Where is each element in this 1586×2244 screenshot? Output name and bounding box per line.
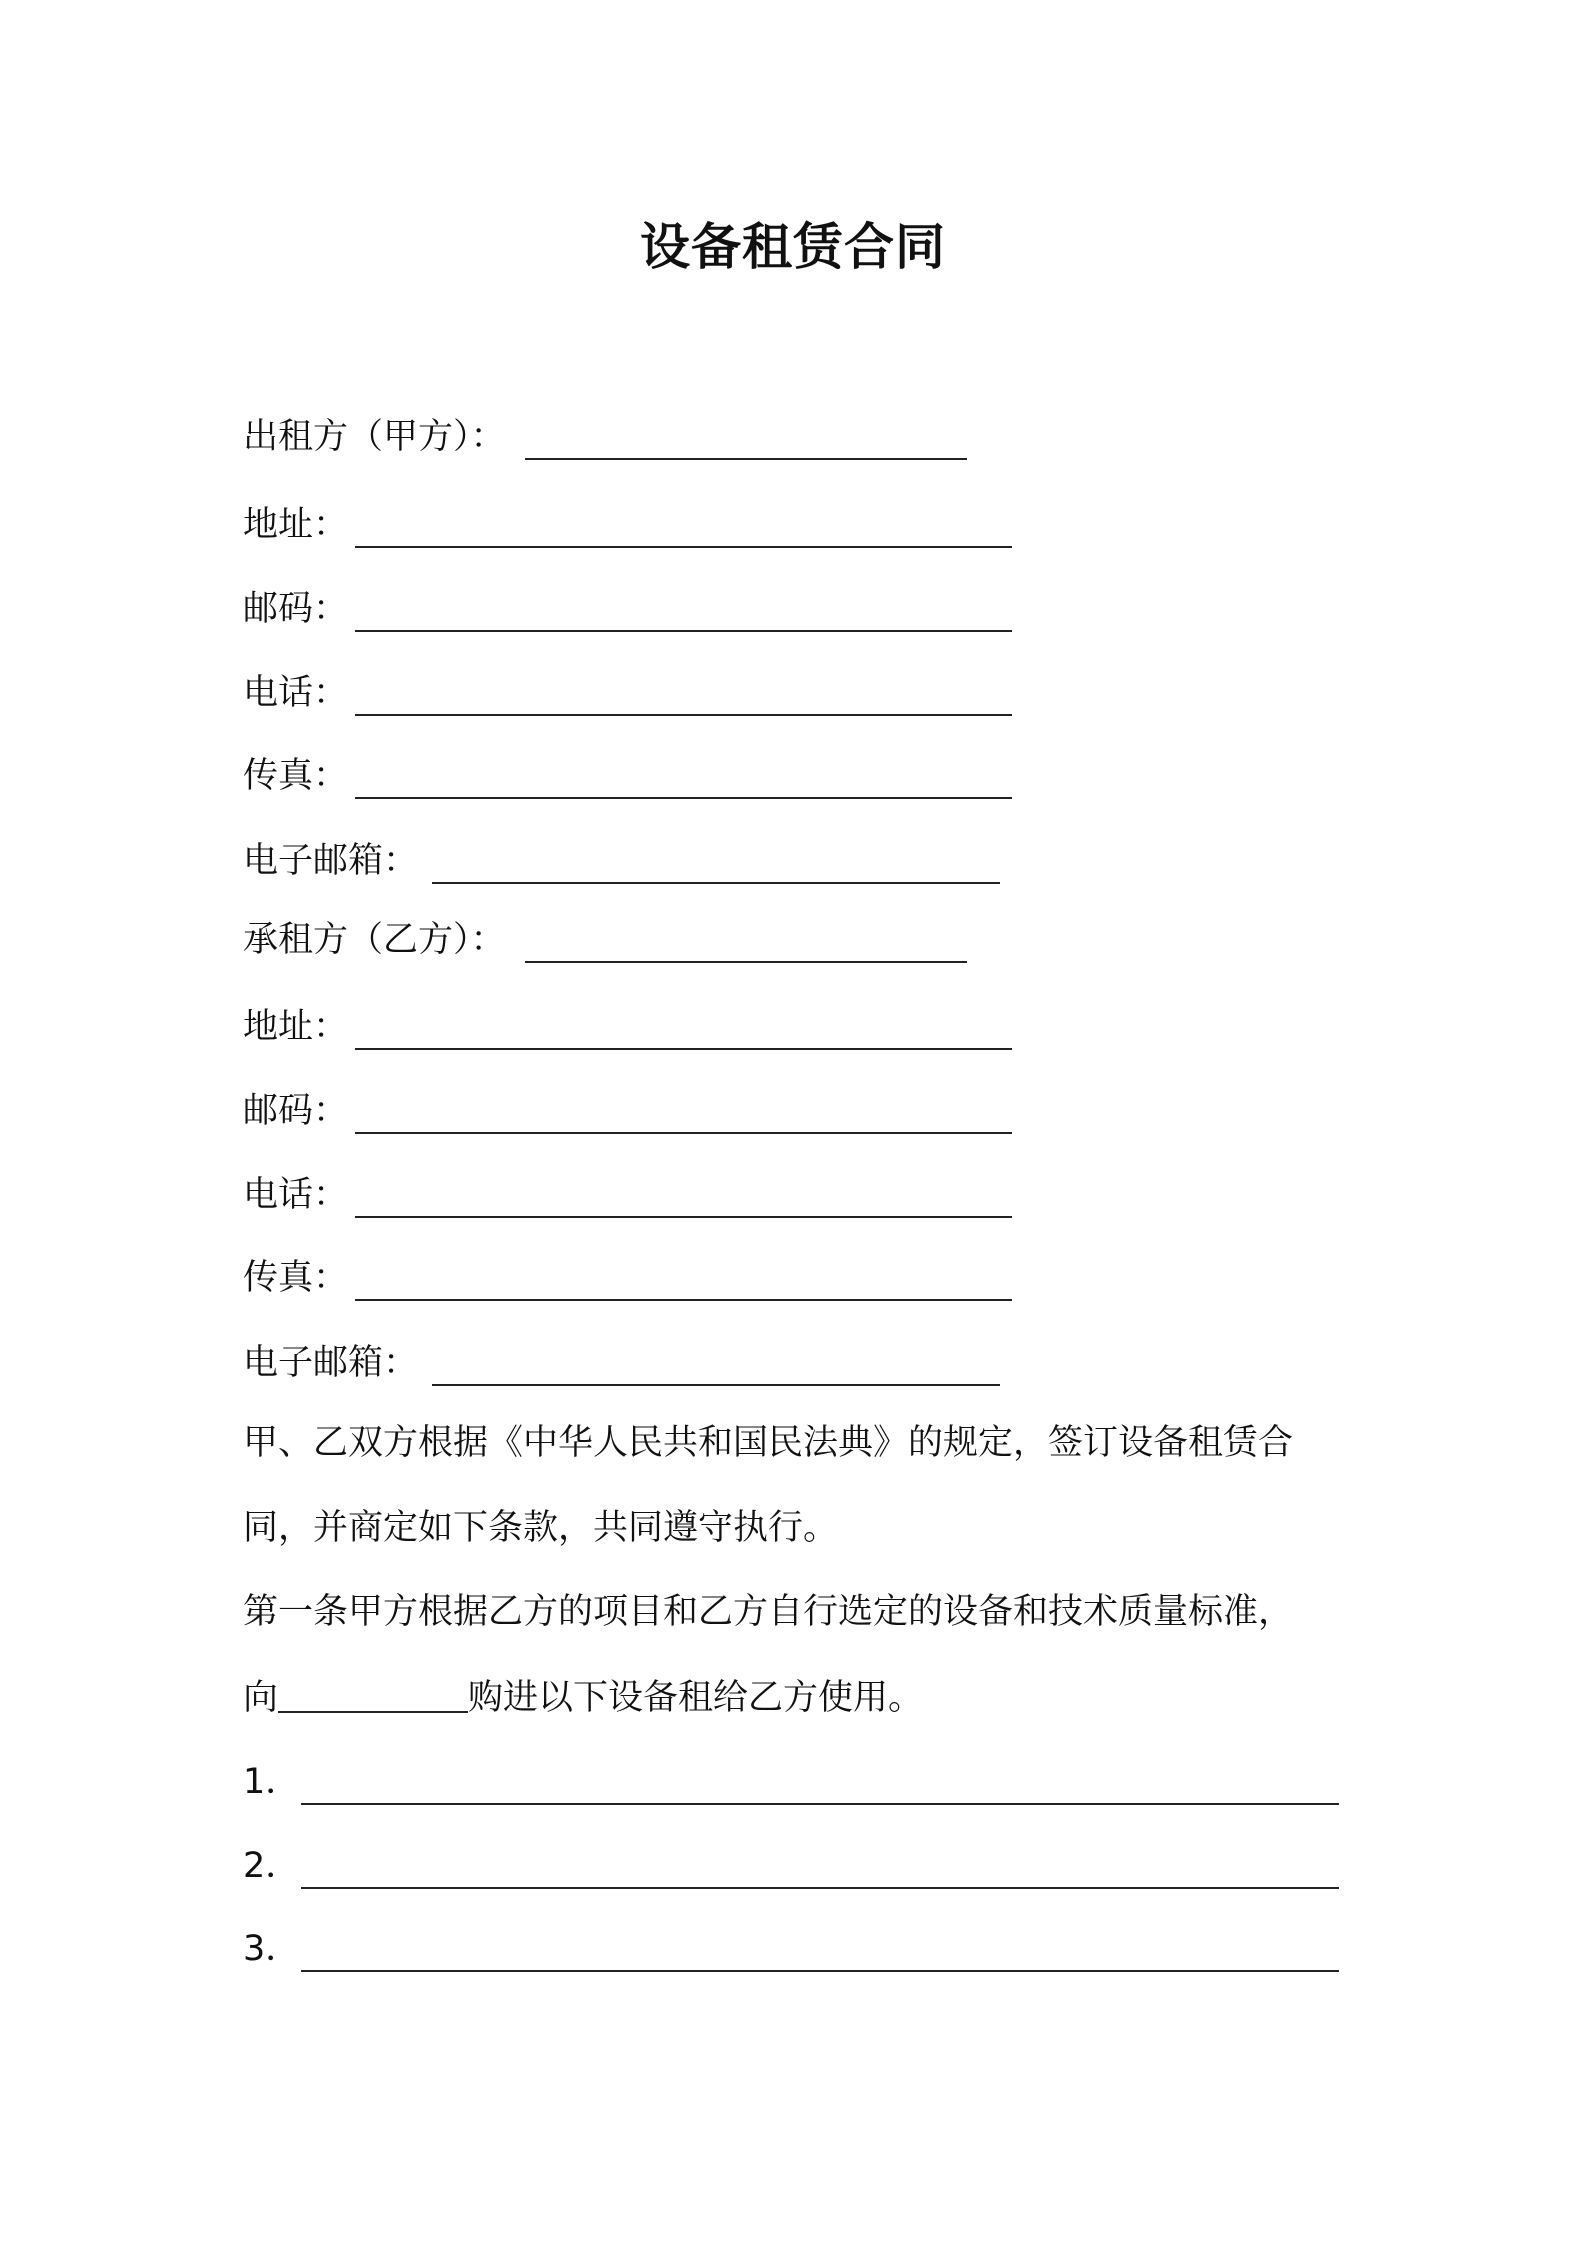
- lessor-phone-field: [243, 668, 348, 718]
- lessor-postcode-field: [243, 584, 348, 634]
- lessee-name-blank[interactable]: [525, 915, 967, 963]
- intro-line-1: 甲、乙双方根据《中华人民共和国民法典》的规定，签订设备租赁合: [243, 1423, 1294, 1463]
- equipment-item-1: [243, 1757, 300, 1807]
- lessor-email-blank[interactable]: [432, 836, 1000, 884]
- lessee-address-field: [243, 1002, 348, 1052]
- lessee-postcode-blank[interactable]: [355, 1086, 1012, 1134]
- item-blank[interactable]: [301, 1924, 1339, 1972]
- lessee-fax-label: 传真：: [243, 1258, 349, 1298]
- lessee-fax-blank[interactable]: [355, 1253, 1012, 1301]
- lessor-fax-label: 传真：: [243, 756, 349, 796]
- article-1-suffix: 购进以下设备租给乙方使用。: [468, 1678, 924, 1718]
- lessee-phone-field: [243, 1170, 348, 1220]
- lessee-postcode-label: 邮码：: [243, 1091, 349, 1131]
- lessor-name-field: [243, 412, 506, 462]
- lessor-postcode-blank[interactable]: [355, 584, 1012, 632]
- lessee-fax-field: [243, 1253, 348, 1303]
- lessor-phone-blank[interactable]: [355, 668, 1012, 716]
- lessor-postcode-label: 邮码：: [243, 589, 349, 629]
- equipment-item-2: [243, 1841, 300, 1891]
- lessee-address-blank[interactable]: [355, 1002, 1012, 1050]
- lessor-phone-label: 电话：: [243, 673, 349, 713]
- lessee-name-field: [243, 915, 506, 965]
- supplier-blank[interactable]: [278, 1671, 468, 1713]
- lessor-name-blank[interactable]: [525, 412, 967, 460]
- item-blank[interactable]: [301, 1841, 1339, 1889]
- lessor-email-label: 电子邮箱：: [243, 841, 419, 881]
- item-number: 1．: [243, 1762, 301, 1802]
- document-title: 设备租赁合同: [640, 218, 946, 276]
- lessor-address-label: 地址：: [243, 505, 349, 545]
- lessor-fax-blank[interactable]: [355, 751, 1012, 799]
- lessor-name-label: 出租方（甲方）：: [243, 417, 506, 457]
- lessee-name-label: 承租方（乙方）：: [243, 920, 506, 960]
- item-number: 3．: [243, 1929, 301, 1969]
- article-1-prefix: 向: [243, 1678, 279, 1718]
- lessee-email-label: 电子邮箱：: [243, 1343, 419, 1383]
- lessee-email-field: [243, 1338, 418, 1388]
- lessor-address-blank[interactable]: [355, 500, 1012, 548]
- lessee-email-blank[interactable]: [432, 1338, 1000, 1386]
- equipment-item-3: [243, 1924, 300, 1974]
- lessor-fax-field: [243, 751, 348, 801]
- lessee-address-label: 地址：: [243, 1007, 349, 1047]
- item-number: 2．: [243, 1846, 301, 1886]
- article-1-line-1: 第一条甲方根据乙方的项目和乙方自行选定的设备和技术质量标准，: [243, 1592, 1294, 1632]
- lessee-phone-blank[interactable]: [355, 1170, 1012, 1218]
- lessor-email-field: [243, 836, 418, 886]
- lessee-postcode-field: [243, 1086, 348, 1136]
- lessee-phone-label: 电话：: [243, 1175, 349, 1215]
- item-blank[interactable]: [301, 1757, 1339, 1805]
- lessor-address-field: [243, 500, 348, 550]
- article-1-line-2: [243, 1671, 923, 1723]
- intro-line-2: 同，并商定如下条款，共同遵守执行。: [243, 1508, 839, 1548]
